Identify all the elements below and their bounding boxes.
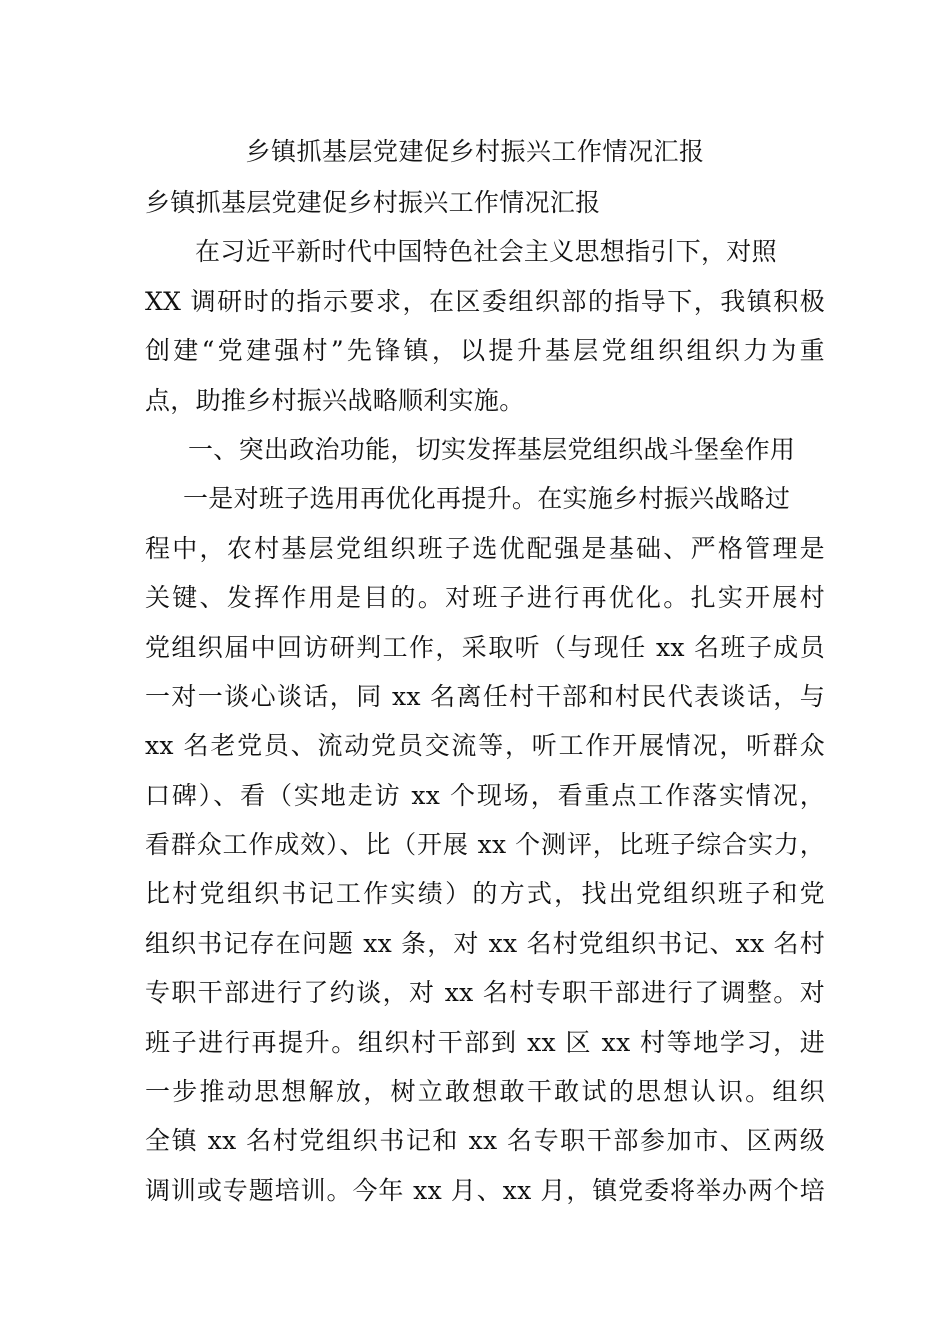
paragraph-line: 班子进行再提升。组织村干部到 xx 区 xx 村等地学习，进 [145,1027,825,1057]
subtitle-line: 乡镇抓基层党建促乡村振兴工作情况汇报 [145,188,601,217]
paragraph-line: 看群众工作成效）、比（开展 xx 个测评，比班子综合实力， [145,830,825,860]
paragraph-line: XX 调研时的指示要求，在区委组织部的指导下，我镇积极 [145,286,825,316]
paragraph-line: 点，助推乡村振兴战略顺利实施。 [145,385,525,415]
paragraph-line: 程中，农村基层党组织班子选优配强是基础、严格管理是 [145,533,825,563]
paragraph-line: 比村党组织书记工作实绩）的方式，找出党组织班子和党 [145,879,825,909]
paragraph-line: 一是对班子选用再优化再提升。在实施乡村振兴战略过 [183,484,791,514]
paragraph-line: 全镇 xx 名村党组织书记和 xx 名专职干部参加市、区两级 [145,1126,825,1156]
paragraph-line: 一步推动思想解放，树立敢想敢干敢试的思想认识。组织 [145,1077,825,1107]
paragraph-line: 组织书记存在问题 xx 条，对 xx 名村党组织书记、xx 名村 [145,928,825,958]
paragraph-line: xx 名老党员、流动党员交流等，听工作开展情况，听群众 [145,731,825,761]
paragraph-line: 党组织届中回访研判工作，采取听（与现任 xx 名班子成员 [145,632,825,662]
paragraph-line: 口碑）、看（实地走访 xx 个现场，看重点工作落实情况， [145,780,825,810]
paragraph-line: 在习近平新时代中国特色社会主义思想指引下，对照 [195,237,777,267]
paragraph-line: 关键、发挥作用是目的。对班子进行再优化。扎实开展村 [145,583,825,613]
document-body [145,178,825,1215]
paragraph-line: 创建“党建强村”先锋镇，以提升基层党组织组织力为重 [145,336,825,366]
paragraph-line: 一对一谈心谈话，同 xx 名离任村干部和村民代表谈话，与 [145,681,825,711]
paragraph-line: 调训或专题培训。今年 xx 月、xx 月，镇党委将举办两个培 [145,1175,825,1205]
document-title: 乡镇抓基层党建促乡村振兴工作情况汇报 [245,137,705,166]
section-heading: 一、突出政治功能，切实发挥基层党组织战斗堡垒作用 [188,434,796,464]
paragraph-line: 专职干部进行了约谈，对 xx 名村专职干部进行了调整。对 [145,978,825,1008]
